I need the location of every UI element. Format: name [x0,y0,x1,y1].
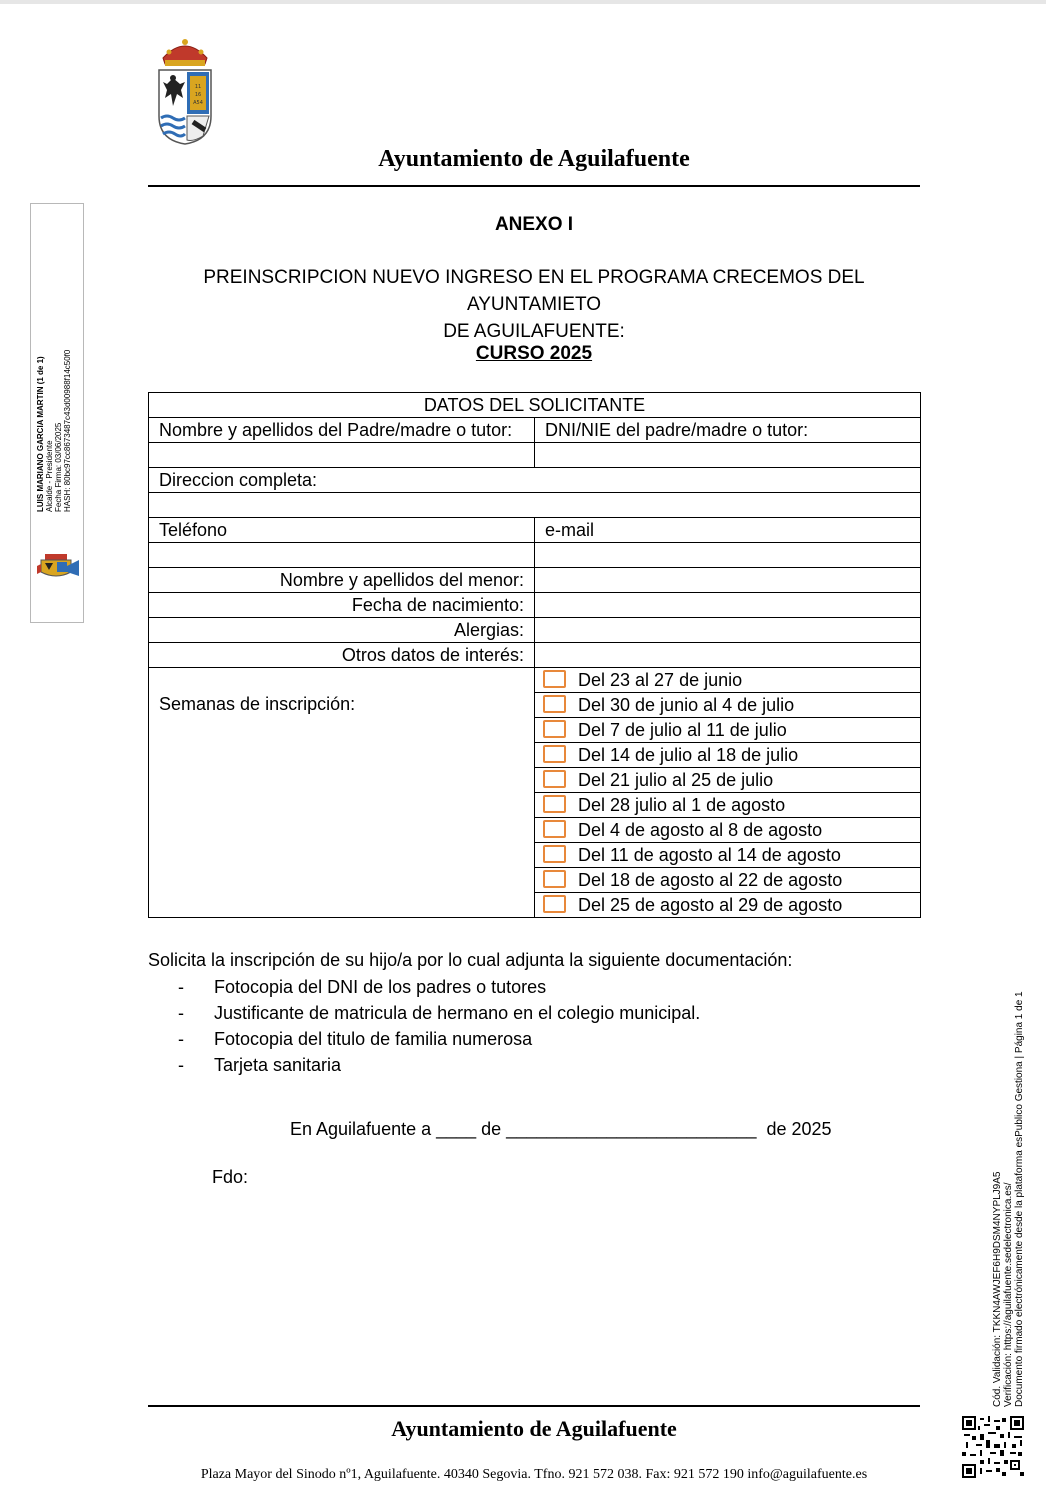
week-checkbox[interactable] [543,870,566,888]
document-subtitle [148,264,920,345]
subtitle-line-2: DE AGUILAFUENTE: [443,321,625,342]
annex-title: ANEXO I [494,214,574,235]
verification-platform: Documento firmado electrónicamente desde la plataforma esPublico Gestiona | Página 1 de 1 [1014,991,1025,1407]
date-line: En Aguilafuente a ____ de _________________________ de 2025 [290,1119,832,1139]
list-item [178,1026,700,1052]
verification-text [992,991,1025,1407]
section-title: DATOS DEL SOLICITANTE [149,393,921,418]
week-checkbox[interactable] [543,845,566,863]
table-row [149,418,921,443]
week-checkbox[interactable] [543,720,566,738]
list-item-text: Fotocopia del titulo de familia numerosa [214,1029,533,1049]
table-row [149,568,921,593]
table-row [149,543,921,568]
list-item [178,1052,700,1078]
course-title: CURSO 2025 [475,343,593,364]
week-option[interactable] [535,718,921,743]
week-label: Del 18 de agosto al 22 de agosto [578,870,843,890]
list-bullet: - [178,1003,184,1023]
parent-name-field[interactable] [149,443,535,468]
address-label: Direccion completa: [149,468,921,493]
parent-id-field[interactable] [535,443,921,468]
week-option[interactable] [535,843,921,868]
svg-text:A54: A54 [193,100,203,106]
verification-url[interactable]: Verificación: https://aguilafuente.sedelectronica.es/ [1003,1182,1014,1407]
week-label: Del 7 de julio al 11 de julio [578,720,787,740]
week-option[interactable] [535,868,921,893]
week-label: Del 21 julio al 25 de julio [578,770,774,790]
birth-date-field[interactable] [535,593,921,618]
signature-label: Fdo: [212,1167,249,1187]
week-option[interactable] [535,668,921,693]
child-name-field[interactable] [535,568,921,593]
week-checkbox[interactable] [543,695,566,713]
footer-title: Ayuntamiento de Aguilafuente [391,1416,677,1441]
week-option[interactable] [535,743,921,768]
week-checkbox[interactable] [543,770,566,788]
week-label: Del 23 al 27 de junio [578,670,743,690]
allergies-label: Alergias: [149,618,535,643]
signature-date: Fecha Firma: 03/06/2025 [54,422,63,512]
week-option[interactable] [535,818,921,843]
table-row [149,518,921,543]
other-info-label: Otros datos de interés: [149,643,535,668]
subtitle-line-1: PREINSCRIPCION NUEVO INGRESO EN EL PROGRAMA CRECEMOS DEL AYUNTAMIETO [203,267,865,315]
page-top-edge [0,0,1046,4]
signer-name: LUIS MARIANO GARCIA MARTIN (1 de 1) [36,356,45,512]
week-label: Del 25 de agosto al 29 de agosto [578,895,843,915]
documentation-intro: Solicita la inscripción de su hijo/a por lo cual adjunta la siguiente documentación: [148,950,793,970]
signature-stamp-text [36,350,72,512]
birth-date-label: Fecha de nacimiento: [149,593,535,618]
list-item [178,1000,700,1026]
list-bullet: - [178,1055,184,1075]
week-label: Del 11 de agosto al 14 de agosto [578,845,841,865]
week-option[interactable] [535,768,921,793]
documentation-list [178,974,700,1078]
table-row [149,643,921,668]
list-item-text: Fotocopia del DNI de los padres o tutores [214,977,547,997]
table-row [149,393,921,418]
phone-field[interactable] [149,543,535,568]
svg-text:16: 16 [194,92,202,98]
week-label: Del 14 de julio al 18 de julio [578,745,799,765]
week-checkbox[interactable] [543,820,566,838]
week-checkbox[interactable] [543,795,566,813]
applicant-form-table [148,392,921,918]
verification-code: Cód. Validación: TKKN4AWJEF6H9DSM4NYPLJ9A5 [992,1171,1003,1407]
footer-address: Plaza Mayor del Sinodo nº1, Aguilafuente. 40340 Segovia. Tfno. 921 572 038. Fax: 921 572 190 info@aguilafuente.es [200,1467,868,1482]
email-field[interactable] [535,543,921,568]
signer-role: Alcalde - Presidente [45,440,54,512]
table-row [149,668,921,693]
week-option[interactable] [535,693,921,718]
header-divider [148,185,920,187]
table-row [149,493,921,518]
stamp-crest-icon [37,552,81,580]
header-title: Ayuntamiento de Aguilafuente [378,146,690,172]
week-label: Del 4 de agosto al 8 de agosto [578,820,823,840]
phone-label: Teléfono [149,518,535,543]
week-label: Del 30 de junio al 4 de julio [578,695,795,715]
table-row [149,443,921,468]
week-checkbox[interactable] [543,670,566,688]
list-item-text: Tarjeta sanitaria [214,1055,342,1075]
list-item [178,974,700,1000]
list-item-text: Justificante de matricula de hermano en el colegio municipal. [214,1003,701,1023]
signature-hash: HASH: 80bc97cc8673487c43d00988f14c50f0 [63,349,72,512]
allergies-field[interactable] [535,618,921,643]
week-option[interactable] [535,893,921,918]
table-row [149,593,921,618]
child-name-label: Nombre y apellidos del menor: [149,568,535,593]
municipal-crest-icon [153,36,217,146]
list-bullet: - [178,1029,184,1049]
email-label: e-mail [535,518,921,543]
table-row [149,618,921,643]
table-row [149,468,921,493]
week-checkbox[interactable] [543,745,566,763]
other-info-field[interactable] [535,643,921,668]
week-checkbox[interactable] [543,895,566,913]
parent-id-label: DNI/NIE del padre/madre o tutor: [535,418,921,443]
week-option[interactable] [535,793,921,818]
parent-name-label: Nombre y apellidos del Padre/madre o tutor: [149,418,535,443]
list-bullet: - [178,977,184,997]
footer-divider [148,1405,920,1407]
svg-text:11: 11 [194,84,202,90]
address-field[interactable] [149,493,921,518]
qr-code-icon [962,1416,1024,1478]
weeks-label: Semanas de inscripción: [149,668,535,918]
week-label: Del 28 julio al 1 de agosto [578,795,786,815]
